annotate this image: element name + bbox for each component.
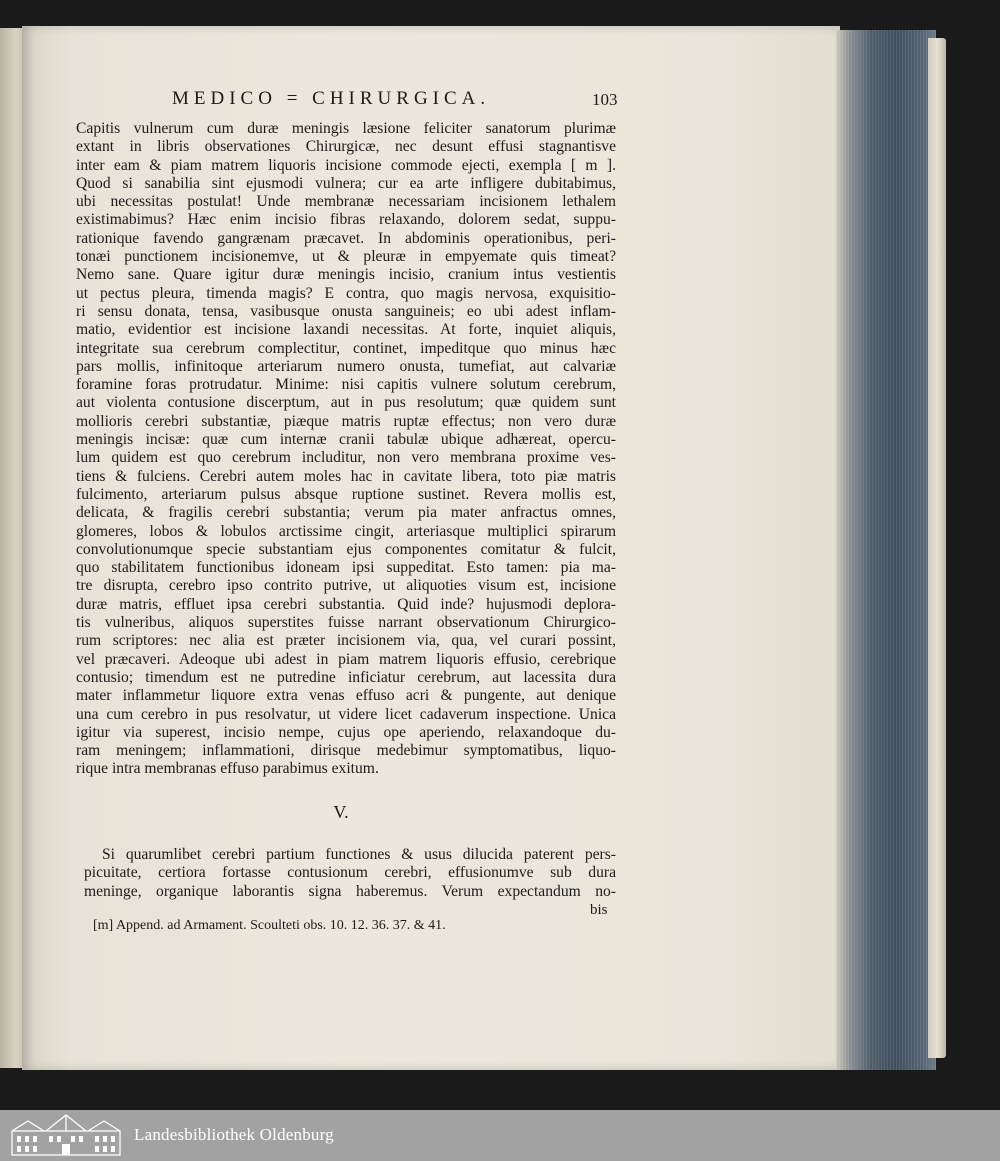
page-number: 103 bbox=[592, 90, 618, 109]
text-line: convolutionumque specie substantiam ejus componentes comitatur & fulcit, bbox=[76, 540, 616, 558]
text-line: picuitate, certiora fortasse contusionum cerebri, effusionumve sub dura bbox=[84, 864, 616, 882]
text-line: rique intra membranas effuso parabimus exitum. bbox=[76, 760, 379, 778]
text-line: Capitis vulnerum cum duræ meningis læsione feliciter sanatorum plurimæ bbox=[76, 120, 616, 137]
text-line: igitur via superest, incisio nempe, cujus ope aperiendo, relaxandoque du- bbox=[76, 723, 616, 741]
library-building-logo-icon[interactable] bbox=[8, 1113, 124, 1157]
text-line: mater inflammetur liquore extra venas effuso acri & pungente, aut denique bbox=[76, 687, 616, 705]
text-line: una cum cerebro in pus resolvatur, ut videre licet cadaverum inspectione. Unica bbox=[76, 705, 616, 723]
text-line: ubi necessitas postulat! Unde membranæ necessariam incisionem lethalem bbox=[76, 193, 616, 211]
text-line: pars mollis, infinitoque arteriarum numero onusta, tumefiat, aut calvariæ bbox=[76, 357, 616, 375]
catchword: bis bbox=[590, 902, 608, 918]
text-line: Nemo sane. Quare igitur duræ meningis incisio, cranium intus vestientis bbox=[76, 266, 616, 284]
text-line: existimabimus? Hæc enim incisio fibras relaxando, dolorem sedat, suppu- bbox=[76, 211, 616, 229]
text-line: aut violenta contusione discerptum, aut in pus resolutum; quæ quidem sunt bbox=[76, 394, 616, 412]
book-cover-edge bbox=[928, 38, 946, 1058]
text-line: tiens & fulciens. Cerebri autem moles hac in cavitate libera, toto piæ matris bbox=[76, 467, 616, 485]
body-text bbox=[76, 120, 616, 779]
text-line: duræ matris, effluet ipsa cerebri substantia. Quid inde? hujusmodi deplora- bbox=[76, 595, 616, 613]
text-line: fulcimento, arteriarum pulsus absque ruptione sustinet. Revera mollis est, bbox=[76, 485, 616, 503]
text-line: foramine foras protrudatur. Minime: nisi capitis vulnere solutum cerebrum, bbox=[76, 376, 616, 394]
text-line: rationique favendo gangrænam præcavet. In abdominis operationibus, peri- bbox=[76, 229, 616, 247]
text-line: quo stabilitatem functionibus idoneam ipsi suppeditat. Esto tamen: pia ma- bbox=[76, 559, 616, 577]
text-line: matio, evidentior est incisione laxandi necessitas. At forte, inquiet aliquis, bbox=[76, 321, 616, 339]
section-text bbox=[84, 846, 616, 901]
footer-bar bbox=[0, 1110, 1000, 1161]
text-line: inter eam & piam matrem liquoris incisione commode ejecti, exempla [ m ]. bbox=[76, 156, 616, 174]
text-line: tre disrupta, cerebro ipso contrito putrive, ut aliquoties visum est, incisione bbox=[76, 577, 616, 595]
footnote: [m] Append. ad Armament. Scoulteti obs. 10. 12. 36. 37. & 41. bbox=[93, 918, 446, 933]
fore-edge-pages bbox=[836, 30, 936, 1070]
library-name[interactable]: Landesbibliothek Oldenburg bbox=[134, 1125, 334, 1144]
text-line: rum scriptores: nec alia est præter incisionem via, qua, vel curari possint, bbox=[76, 632, 616, 650]
text-line: mollioris cerebri substantiæ, piæque matris ruptæ effectus; non vero duræ bbox=[76, 412, 616, 430]
text-line: Quod si sanabilia sint ejusmodi vulnera; cur ea arte infligere dubitabimus, bbox=[76, 174, 616, 192]
text-line: ri sensu donata, tensa, vasibusque onusta sanguineis; eo ubi adest inflam- bbox=[76, 302, 616, 320]
running-head: MEDICO = CHIRURGICA. bbox=[172, 88, 491, 109]
text-line: ut pectus pleura, timenda magis? E contra, quo magis nervosa, exquisitio- bbox=[76, 284, 616, 302]
text-line: glomeres, lobos & lobulos arctissime cingit, arteriasque multiplici spirarum bbox=[76, 522, 616, 540]
page-header bbox=[0, 88, 1000, 118]
text-line: vel præcaveri. Adeoque ubi adest in piam matrem liquoris effusio, cerebrique bbox=[76, 650, 616, 668]
text-line: tonæi punctionem incisionemve, ut & pleuræ in empyemate quis timeat? bbox=[76, 248, 616, 266]
text-line: ram meningem; inflammationi, dirisque medebimur symptomatibus, liquo- bbox=[76, 742, 616, 760]
text-line: lum quidem est quo cerebrum includitur, non vero membrana proxime ves- bbox=[76, 449, 616, 467]
text-line: extant in libris observationes Chirurgicæ, nec desunt effusi stagnantisve bbox=[76, 138, 616, 156]
text-line: Si quarumlibet cerebri partium functiones & usus dilucida paterent pers- bbox=[102, 846, 616, 863]
text-line: integritate sua cerebrum complectitur, continet, impeditque quo minus hæc bbox=[76, 339, 616, 357]
text-line: meningis incisæ: quæ cum internæ cranii tabulæ ubique adhæreat, opercu- bbox=[76, 431, 616, 449]
text-line: meninge, organique laborantis signa haberemus. Verum expectandum no- bbox=[84, 882, 616, 900]
text-line: tis vulneribus, aliquos superstites fuisse narrant observationum Chirurgico- bbox=[76, 614, 616, 632]
section-heading: V. bbox=[333, 802, 349, 822]
text-line: delicata, & fragilis cerebri substantia; verum pia mater anfractus omnes, bbox=[76, 504, 616, 522]
text-line: contusio; timendum est ne putredine inficiatur cerebrum, aut lacessita dura bbox=[76, 668, 616, 686]
